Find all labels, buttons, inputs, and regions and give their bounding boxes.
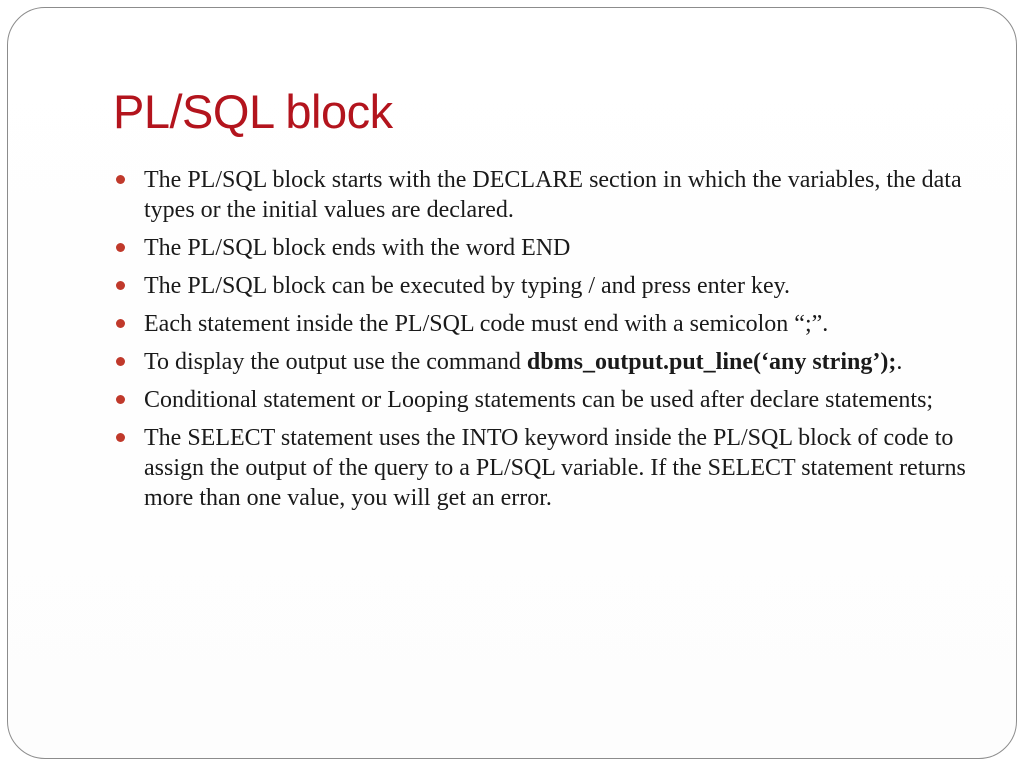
bullet-item-conditional (112, 385, 972, 415)
bullet-text: Conditional statement or Looping statements can be used after declare statements; (144, 387, 934, 413)
bullet-dot-icon (116, 433, 125, 442)
bullet-text-after: . (896, 349, 903, 375)
bullet-text: Each statement inside the PL/SQL code must end with a semicolon “;”. (144, 311, 829, 337)
bullet-code-command: dbms_output.put_line(‘any string’); (526, 349, 897, 375)
bullet-item-declare (112, 165, 972, 225)
bullet-dot-icon (116, 281, 125, 290)
bullet-text-before: To display the output use the command (144, 349, 527, 375)
bullet-item-output (112, 347, 972, 377)
bullet-item-end (112, 233, 972, 263)
slide-title: PL/SQL block (113, 85, 393, 138)
bullet-dot-icon (116, 319, 125, 328)
bullet-text: The PL/SQL block starts with the DECLARE section in which the variables, the data types or the initial values are declared. (144, 167, 962, 223)
bullet-dot-icon (116, 243, 125, 252)
bullet-dot-icon (116, 175, 125, 184)
bullet-item-execute (112, 271, 972, 301)
bullet-text: The PL/SQL block can be executed by typing / and press enter key. (144, 273, 791, 299)
bullet-item-select-into (112, 423, 972, 513)
bullet-dot-icon (116, 357, 125, 366)
bullet-text: The SELECT statement uses the INTO keyword inside the PL/SQL block of code to assign the output of the query to a PL/SQL variable. If the SELECT statement returns more than one value, you will get an error. (144, 425, 966, 511)
bullet-text: The PL/SQL block ends with the word END (144, 235, 571, 261)
bullet-item-semicolon (112, 309, 972, 339)
bullet-list (112, 165, 972, 521)
bullet-dot-icon (116, 395, 125, 404)
